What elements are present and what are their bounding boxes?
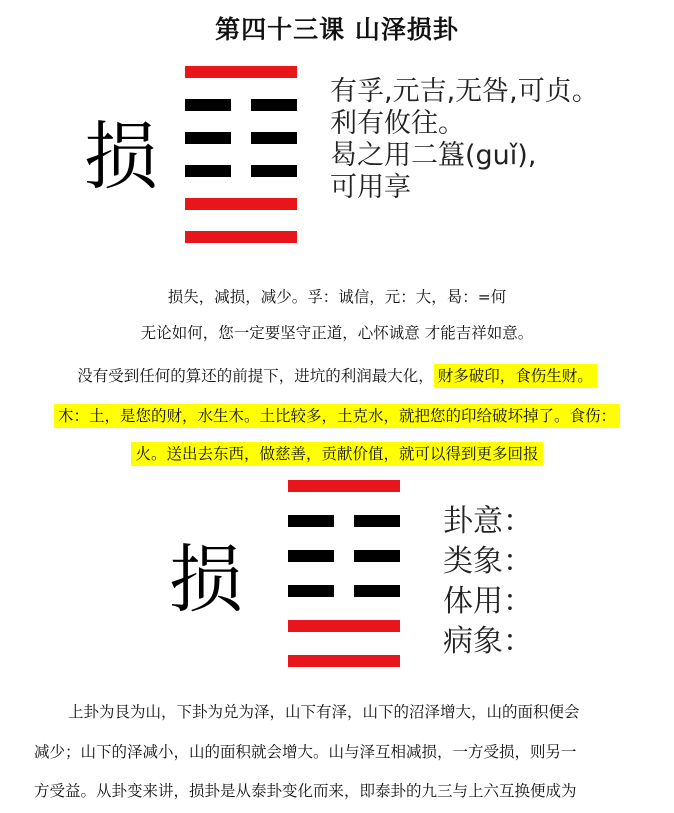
paragraph-line <box>0 364 674 386</box>
label-gua-yi: 卦意： <box>443 504 533 539</box>
yin-line-segment <box>251 99 297 111</box>
yin-line-segment <box>288 585 334 597</box>
yang-line <box>185 66 297 78</box>
body-line: 上卦为艮为山，下卦为兑为泽，山下有泽，山下的沼泽增大，山的面积便会 <box>68 703 580 721</box>
judgement-text <box>330 76 599 204</box>
yin-line-segment <box>288 515 334 527</box>
paragraph-line <box>0 442 674 464</box>
gloss-line: 损失，减损，减少。孚：诚信，元：大，曷：=何 <box>167 288 507 306</box>
yin-line-segment <box>185 132 231 144</box>
yin-line-segment <box>288 550 334 562</box>
hexagram-symbol <box>185 66 297 242</box>
highlighted-text: 火。送出去东西，做慈善，贡献价值，就可以得到更多回报 <box>131 442 542 466</box>
label-lei-xiang: 类象： <box>443 544 533 579</box>
hexagram-character: 损 <box>169 537 243 623</box>
hexagram-character: 损 <box>84 114 158 200</box>
label-ti-yong: 体用： <box>443 584 533 619</box>
yin-line <box>288 585 400 597</box>
yin-line-segment <box>354 550 400 562</box>
yin-line <box>185 99 297 111</box>
yin-line-segment <box>185 165 231 177</box>
yin-line-segment <box>185 99 231 111</box>
yin-line <box>288 515 400 527</box>
yang-line <box>288 620 400 632</box>
page-title: 第四十三课 山泽损卦 <box>215 15 459 44</box>
label-list <box>443 502 533 662</box>
judgement-line: 曷之用二簋(guǐ), <box>330 140 537 171</box>
yin-line <box>185 165 297 177</box>
yang-line <box>288 480 400 492</box>
paragraph-text: 没有受到任何的算还的前提下，进坑的利润最大化， <box>77 367 434 385</box>
yin-line <box>185 132 297 144</box>
body-line: 减少；山下的泽减小，山的面积就会增大。山与泽互相减损，一方受损，则另一 <box>34 743 577 761</box>
paragraph-line <box>0 404 674 426</box>
yin-line <box>288 550 400 562</box>
yin-line-segment <box>251 165 297 177</box>
yin-line-segment <box>354 585 400 597</box>
yin-line-segment <box>251 132 297 144</box>
highlighted-text: 财多破印，食伤生财。 <box>434 364 597 388</box>
highlighted-text: 木：土，是您的财，水生木。土比较多，土克水，就把您的印给破坏掉了。食伤： <box>54 404 620 428</box>
advice-line: 无论如何，您一定要坚守正道，心怀诚意 才能吉祥如意。 <box>140 324 534 342</box>
yang-line <box>288 655 400 667</box>
judgement-line: 有孚,元吉,无咎,可贞。 <box>330 76 599 107</box>
body-line: 方受益。从卦变来讲，损卦是从泰卦变化而来，即泰卦的九三与上六互换便成为 <box>34 782 577 800</box>
label-bing-xiang: 病象： <box>443 624 533 659</box>
yang-line <box>185 198 297 210</box>
yin-line-segment <box>354 515 400 527</box>
hexagram-symbol <box>288 480 400 668</box>
yang-line <box>185 231 297 243</box>
judgement-line: 可用享 <box>330 172 411 203</box>
judgement-line: 利有攸往。 <box>330 108 465 139</box>
